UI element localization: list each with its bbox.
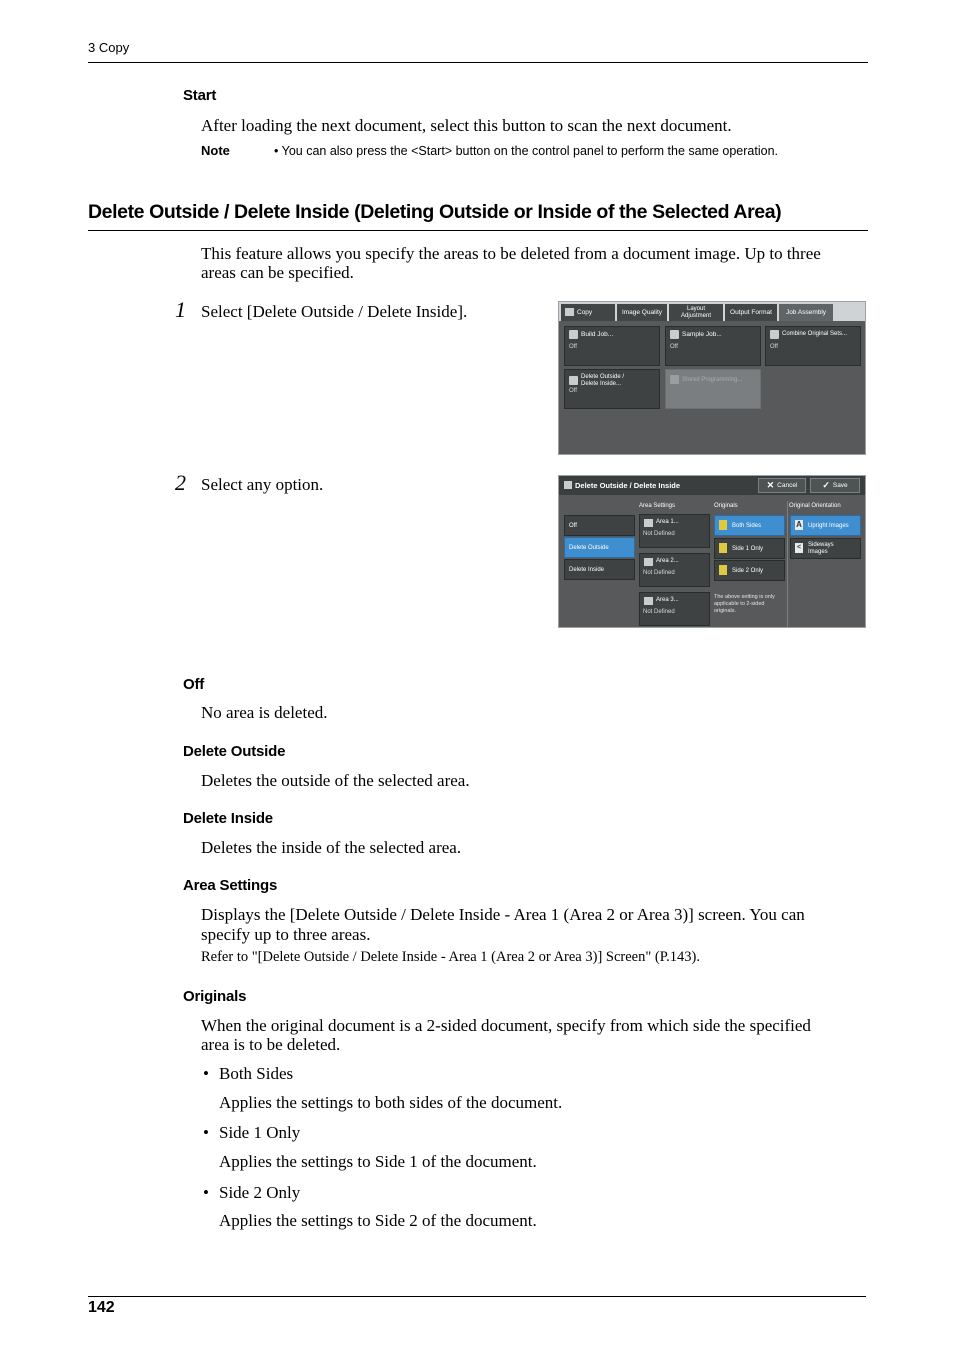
button-label: Delete Outside / Delete Inside... — [581, 374, 625, 387]
step-text: Select [Delete Outside / Delete Inside]. — [201, 302, 468, 321]
intro-line-1: This feature allows you specify the areas to be deleted from a document image. Up to three — [201, 244, 821, 263]
sideways-image-icon: < — [796, 544, 802, 551]
button-status: Off — [569, 344, 577, 350]
option-delete-outside[interactable] — [564, 537, 635, 558]
side-2-only-desc: Applies the settings to Side 2 of the document. — [219, 1211, 537, 1230]
page-number: 142 — [88, 1299, 115, 1316]
option-off[interactable] — [564, 515, 635, 536]
chapter-header: 3 Copy — [88, 40, 130, 55]
area-settings-line-2: specify up to three areas. — [201, 925, 371, 944]
cancel-button[interactable] — [758, 478, 806, 493]
area-status: Not Defined — [643, 570, 675, 576]
both-sides-desc: Applies the settings to both sides of the document. — [219, 1093, 563, 1112]
copy-screen-job-assembly — [558, 301, 866, 455]
tab-label: Output Format — [730, 309, 772, 316]
delete-outside-inside-button[interactable] — [564, 369, 660, 409]
area-icon — [644, 558, 653, 566]
build-job-button[interactable] — [564, 326, 660, 366]
start-text: After loading the next document, select this button to scan the next document. — [201, 116, 732, 135]
combine-original-sets-button[interactable] — [765, 326, 861, 366]
both-sides-button[interactable] — [714, 515, 785, 536]
button-label: Sample Job... — [682, 331, 722, 338]
orientation-label: Upright Images — [808, 523, 849, 529]
delete-outside-inside-screen — [558, 475, 866, 628]
document-icon — [719, 520, 727, 530]
originals-note: The above setting is only applicable to 2-sided originals. — [714, 594, 775, 614]
area-label: Area 2... — [656, 558, 679, 564]
area-3-button[interactable] — [639, 592, 710, 626]
sample-job-icon — [670, 330, 679, 339]
delete-inside-heading: Delete Inside — [183, 810, 273, 827]
tab-label: Job Assembly — [785, 309, 827, 316]
section-title: Delete Outside / Delete Inside (Deleting Outside or Inside of the Selected Area) — [88, 201, 782, 223]
build-job-icon — [569, 330, 578, 339]
area-icon — [644, 519, 653, 527]
originals-heading: Originals — [183, 988, 247, 1005]
orientation-label: Sideways Images — [808, 542, 834, 555]
button-label: Build Job... — [581, 331, 614, 338]
step-text: Select any option. — [201, 475, 324, 494]
area-2-button[interactable] — [639, 553, 710, 587]
step-number: 2 — [175, 470, 186, 495]
option-label: Off — [569, 522, 577, 529]
footer-rule — [88, 1296, 866, 1297]
both-sides-label: Both Sides — [219, 1064, 294, 1083]
save-button[interactable] — [810, 478, 860, 493]
section-rule — [88, 230, 868, 231]
originals-label: Side 1 Only — [732, 546, 764, 552]
side-1-only-button[interactable] — [714, 538, 785, 559]
originals-line-1: When the original document is a 2-sided document, specify from which side the specified — [201, 1016, 811, 1035]
tab-image-quality[interactable] — [617, 304, 667, 321]
start-heading: Start — [183, 87, 217, 104]
button-label: Stored Programming... — [682, 377, 743, 383]
upright-images-button[interactable] — [790, 515, 861, 536]
screen-title: Delete Outside / Delete Inside — [575, 481, 681, 490]
document-icon — [719, 565, 727, 575]
tab-copy[interactable] — [561, 304, 615, 321]
sample-job-button[interactable] — [665, 326, 761, 366]
step-number: 1 — [175, 297, 186, 322]
originals-label: Both Sides — [732, 523, 762, 529]
delete-outside-heading: Delete Outside — [183, 743, 286, 760]
side-1-only-label: Side 1 Only — [219, 1123, 301, 1142]
bullet: • — [203, 1183, 209, 1202]
tab-output-format[interactable] — [725, 304, 777, 321]
note-label: Note — [201, 143, 230, 158]
checkmark-icon: ✓ — [822, 480, 830, 490]
tab-job-assembly[interactable] — [779, 304, 833, 321]
cancel-label: Cancel — [777, 482, 798, 489]
area-label: Area 3... — [656, 597, 679, 603]
save-label: Save — [832, 482, 848, 489]
button-status: Off — [770, 344, 778, 350]
column-divider — [787, 501, 788, 628]
originals-line-2: area is to be deleted. — [201, 1035, 341, 1054]
area-status: Not Defined — [643, 531, 675, 537]
header-rule — [88, 62, 868, 63]
area-status: Not Defined — [643, 609, 675, 615]
note-text: • You can also press the <Start> button on the control panel to perform the same operation. — [274, 144, 779, 158]
intro-line-2: areas can be specified. — [201, 263, 354, 282]
option-delete-inside[interactable] — [564, 559, 635, 580]
option-label: Delete Inside — [569, 566, 605, 573]
delete-inside-text: Deletes the inside of the selected area. — [201, 838, 462, 857]
copy-icon — [565, 308, 574, 316]
area-settings-header: Area Settings — [639, 503, 676, 509]
side-2-only-button[interactable] — [714, 560, 785, 581]
originals-header: Originals — [714, 503, 738, 509]
area-icon — [644, 597, 653, 605]
area-1-button[interactable] — [639, 514, 710, 548]
bullet: • — [203, 1064, 209, 1083]
tab-layout-adjustment[interactable] — [669, 304, 723, 321]
side-2-only-label: Side 2 Only — [219, 1183, 301, 1202]
side-1-only-desc: Applies the settings to Side 1 of the document. — [219, 1152, 537, 1171]
tab-label: Copy — [577, 309, 593, 316]
option-label: Delete Outside — [569, 544, 609, 551]
originals-label: Side 2 Only — [732, 568, 764, 574]
button-label: Combine Original Sets... — [782, 331, 848, 337]
button-status: Off — [569, 388, 577, 394]
area-settings-heading: Area Settings — [183, 877, 278, 894]
area-settings-reference[interactable]: Refer to "[Delete Outside / Delete Inside - Area 1 (Area 2 or Area 3)] Screen" (P.143). — [201, 949, 701, 965]
upright-image-icon: A — [796, 520, 802, 529]
delete-area-icon — [564, 481, 572, 489]
combine-sets-icon — [770, 330, 779, 339]
orientation-header: Original Orientation — [789, 503, 841, 509]
area-settings-line-1: Displays the [Delete Outside / Delete Inside - Area 1 (Area 2 or Area 3)] screen. You can — [201, 905, 805, 924]
button-status: Off — [670, 344, 678, 350]
off-heading: Off — [183, 676, 205, 693]
tab-label: Image Quality — [621, 309, 663, 316]
close-icon: ✕ — [766, 480, 775, 490]
area-label: Area 1... — [656, 519, 679, 525]
delete-area-icon — [569, 376, 578, 385]
document-icon — [719, 543, 727, 553]
off-text: No area is deleted. — [201, 703, 328, 722]
sideways-images-button[interactable] — [790, 538, 861, 559]
bullet: • — [203, 1123, 209, 1142]
delete-outside-text: Deletes the outside of the selected area. — [201, 771, 470, 790]
stored-programming-icon — [670, 375, 679, 384]
stored-programming-button[interactable] — [665, 369, 761, 409]
tab-label: Layout Adjustment — [680, 305, 711, 319]
